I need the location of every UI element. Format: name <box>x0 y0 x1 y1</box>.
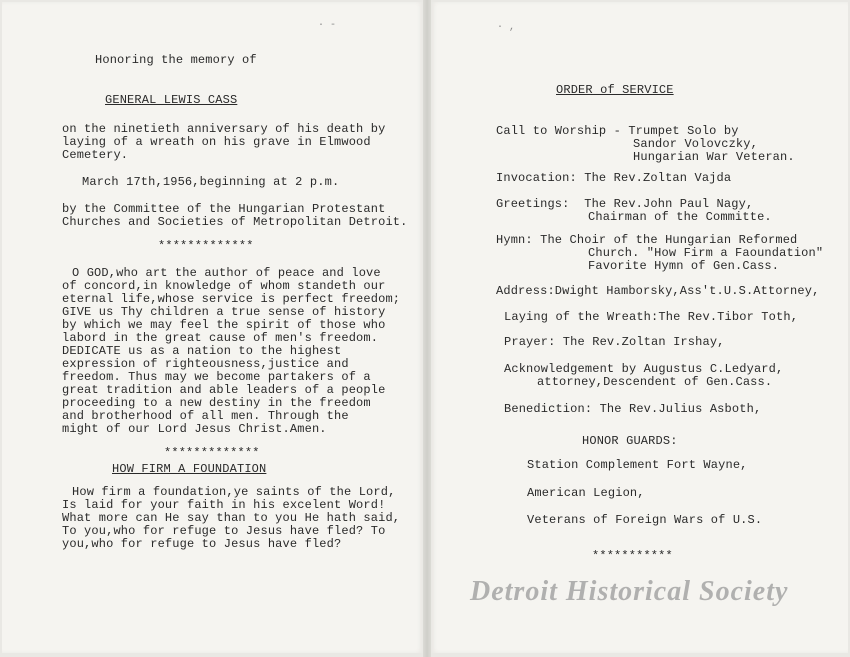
hymn-entry: Hymn: The Choir of the Hungarian Reformed <box>496 233 798 247</box>
order-of-service-heading: ORDER of SERVICE <box>556 83 674 97</box>
prayer-line: great tradition and able leaders of a people <box>62 383 386 397</box>
divider-stars: *********** <box>592 549 673 563</box>
hymn-line: To you,who for refuge to Jesus have fled? To <box>62 524 386 538</box>
prayer-line: of concord,in knowledge of whom standeth our <box>62 279 386 293</box>
honor-guards-heading: HONOR GUARDS: <box>582 434 678 448</box>
prayer-line: by which we may feel the spirit of those who <box>62 318 386 332</box>
anniversary-line: Cemetery. <box>62 148 129 162</box>
benediction: Benediction: The Rev.Julius Asboth, <box>504 402 762 416</box>
honor-guard-item: Station Complement Fort Wayne, <box>527 458 748 472</box>
paper-speck: · - <box>318 20 337 31</box>
prayer-line: expression of righteousness,justice and <box>62 357 349 371</box>
prayer-line: eternal life,whose service is perfect freedom; <box>62 292 401 306</box>
committee-line: Churches and Societies of Metropolitan Detroit. <box>62 215 408 229</box>
divider-stars: ************* <box>164 446 260 460</box>
honor-guard-item: Veterans of Foreign Wars of U.S. <box>527 513 763 527</box>
greetings: Greetings: The Rev.John Paul Nagy, <box>496 197 754 211</box>
greetings: Chairman of the Committe. <box>588 210 772 224</box>
prayer-entry: Prayer: The Rev.Zoltan Irshay, <box>504 335 725 349</box>
paper-speck: · , <box>497 22 516 33</box>
watermark: Detroit Historical Society <box>470 576 789 607</box>
hymn-line: you,who for refuge to Jesus have fled? <box>62 537 342 551</box>
committee-line: by the Committee of the Hungarian Protestant <box>62 202 386 216</box>
prayer-line: freedom. Thus may we become partakers of a <box>62 370 371 384</box>
hymn-entry: Church. "How Firm a Faoundation" <box>588 246 824 260</box>
address: Address:Dwight Hamborsky,Ass't.U.S.Attorney, <box>496 284 820 298</box>
anniversary-line: on the ninetieth anniversary of his death by <box>62 122 386 136</box>
divider-stars: ************* <box>158 239 254 253</box>
prayer-line: and brotherhood of all men. Through the <box>62 409 349 423</box>
prayer-line: proceeding to a new destiny in the freedom <box>62 396 371 410</box>
prayer-line: GIVE us Thy children a true sense of history <box>62 305 386 319</box>
prayer-line: DEDICATE us as a nation to the highest <box>62 344 342 358</box>
laying-of-wreath: Laying of the Wreath:The Rev.Tibor Toth, <box>504 310 799 324</box>
left-heading: Honoring the memory of <box>95 53 257 67</box>
honor-guard-item: American Legion, <box>527 486 645 500</box>
prayer-line: labord in the great cause of men's freedom. <box>62 331 379 345</box>
call-to-worship: Hungarian War Veteran. <box>633 150 795 164</box>
call-to-worship: Call to Worship - Trumpet Solo by <box>496 124 739 138</box>
hymn-line: What more can He say than to you He hath said, <box>62 511 401 525</box>
hymn-line: Is laid for your faith in his excelent Word! <box>62 498 386 512</box>
invocation: Invocation: The Rev.Zoltan Vajda <box>496 171 732 185</box>
hymn-title: HOW FIRM A FOUNDATION <box>112 462 267 476</box>
acknowledgement: Acknowledgement by Augustus C.Ledyard, <box>504 362 784 376</box>
hymn-line: How firm a foundation,ye saints of the Lord, <box>72 485 396 499</box>
prayer-line: might of our Lord Jesus Christ.Amen. <box>62 422 327 436</box>
honoree-name: GENERAL LEWIS CASS <box>105 93 238 107</box>
hymn-entry: Favorite Hymn of Gen.Cass. <box>588 259 780 273</box>
event-date: March 17th,1956,beginning at 2 p.m. <box>82 175 340 189</box>
prayer-line: O GOD,who art the author of peace and love <box>72 266 381 280</box>
call-to-worship: Sandor Volovczky, <box>633 137 758 151</box>
acknowledgement: attorney,Descendent of Gen.Cass. <box>537 375 773 389</box>
anniversary-line: laying of a wreath on his grave in Elmwood <box>62 135 371 149</box>
page-fold <box>423 0 431 657</box>
